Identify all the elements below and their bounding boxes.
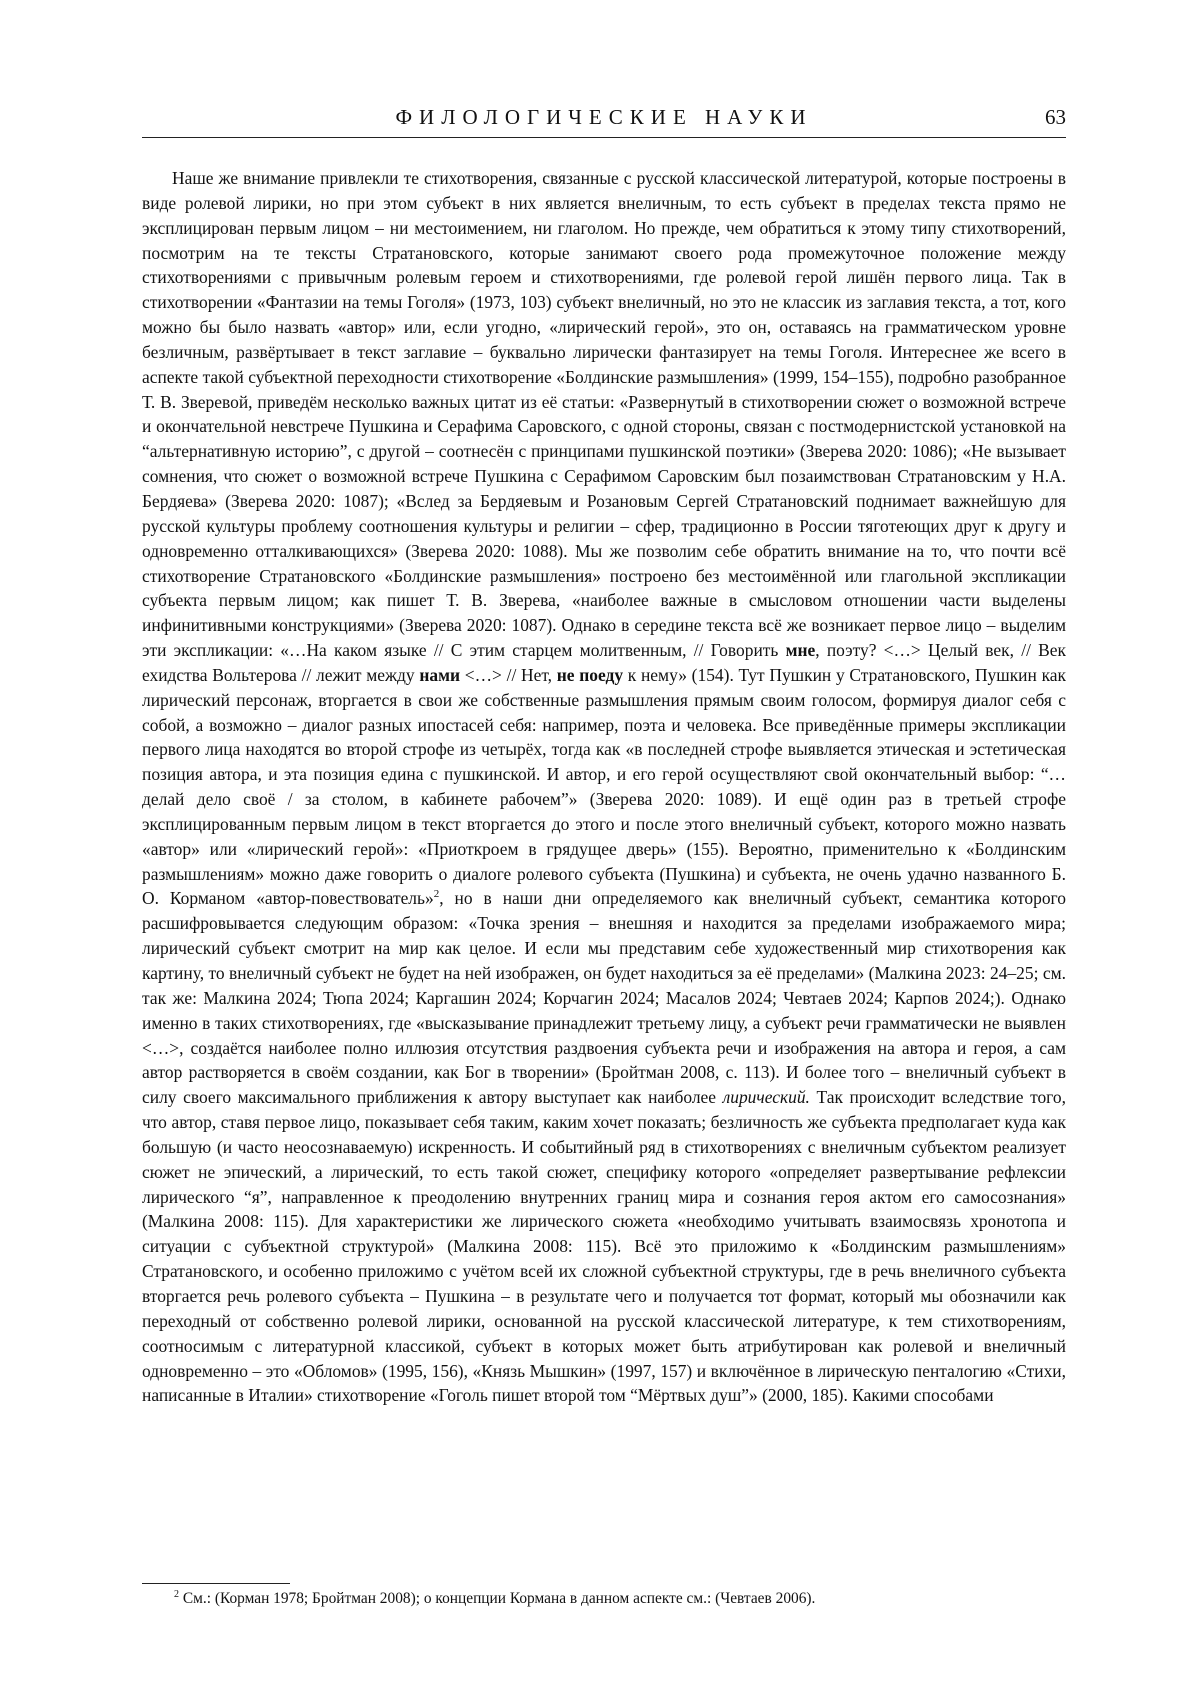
footnote xyxy=(174,1589,1066,1609)
body-paragraph xyxy=(142,166,1066,1408)
text-run: Наше же внимание привлекли те стихотворения, связанные с русской классической литературой, которые построены в виде ролевой лирики, но при этом субъект в них является внеличным, то есть субъект в пределах текста прямо не эксплицирован первым лицом – ни местоимением, ни глаголом. Но прежде, чем обратиться к этому типу стихотворений, посмотрим на те тексты Стратановского, которые занимают своего рода промежуточное положение между стихотворениями с привычным ролевым героем и стихотворениями, где ролевой герой лишён первого лица. Так в стихотворении «Фантазии на темы Гоголя» (1973, 103) субъект внеличный, но это не классик из заглавия текста, а тот, кого можно бы было назвать «автор» или, если угодно, «лирический герой», это он, оставаясь на грамматическом уровне безличным, развёртывает в текст заглавие – буквально лирически фантазирует на темы Гоголя. Интереснее же всего в аспекте такой субъектной переходности стихотворение «Болдинские размышления» (1999, 154–155), подробно разобранное Т. В. Зверевой, приведём несколько важных цитат из её статьи: «Развернутый в стихотворении сюжет о возможной встрече и окончательной невстрече Пушкина и Серафима Саровского, с одной стороны, связан с постмодернистской установкой на “альтернативную историю”, с другой – соотнесён с принципами пушкинской поэтики» (Зверева 2020: 1086); «Не вызывает сомнения, что сюжет о возможной встрече Пушкина с Серафимом Саровским был позаимствован Стратановским у Н.А. Бердяева» (Зверева 2020: 1087); «Вслед за Бердяевым и Розановым Сергей Стратановский поднимает важнейшую для русской культуры проблему соотношения культуры и религии – сфер, традиционно в России тяготеющих друг к другу и одновременно отталкивающихся» (Зверева 2020: 1088). Мы же позволим себе обратить внимание на то, что почти всё стихотворение Стратановского «Болдинские размышления» построено без местоимённой или глагольной экспликации субъекта первым лицом; как пишет Т. В. Зверева, «наиболее важные в смысловом отношении части выделены инфинитивными конструкциями» (Зверева 2020: 1087). Однако в середине текста всё же возникает первое лицо – выделим эти экспликации: «…На каком языке // С этим старцем молитвенным, // Говорить xyxy=(142,168,1066,661)
footnote-divider xyxy=(142,1583,290,1584)
article-body xyxy=(142,166,1066,1408)
text-run: <…> // Нет, xyxy=(460,664,557,685)
bold-emphasis: не поеду xyxy=(556,664,624,685)
text-run: , но в наши дни определяемого как внеличный субъект, семантика которого расшифровывается следующим образом: «Точка зрения – внешняя и находится за пределами изображаемого мира; лирический субъект смотрит на мир как целое. И если мы представим себе художественный мир стихотворения как картину, то внеличный субъект не будет на ней изображен, он будет находиться за её пределами» (Малкина 2023: 24–25; см. так же: Малкина 2024; Тюпа 2024; Каргашин 2024; Корчагин 2024; Масалов 2024; Чевтаев 2024; Карпов 2024;). Однако именно в таких стихотворениях, где «высказывание принадлежит третьему лицу, а субъект речи грамматически не выявлен <…>, создаётся наиболее полно иллюзия отсутствия раздвоения субъекта речи и изображения на автора и героя, а сам автор растворяется в своём создании, как Бог в творении» (Бройтман 2008, с. 113). И более того – внеличный субъект в силу своего максимального приближения к автору выступает как наиболее xyxy=(142,888,1066,1108)
page-number: 63 xyxy=(1045,105,1066,129)
text-run: к нему» (154). Тут Пушкин у Стратановского, Пушкин как лирический персонаж, вторгается в свои же собственные размышления прямым своим голосом, формируя диалог себя с собой, а возможно – диалог разных ипостасей себя: например, поэта и человека. Все приведённые примеры экспликации первого лица находятся во второй строфе из четырёх, тогда как «в последней строфе выявляется этическая и эстетическая позиция автора, и эта позиция едина с пушкинской. И автор, и его герой осуществляют свой окончательный выбор: “…делай дело своё / за столом, в кабинете рабочем”» (Зверева 2020: 1089). И ещё один раз в третьей строфе эксплицированным первым лицом в текст вторгается до этого и после этого внеличный субъект, которого можно назвать «автор» или «лирический герой»: «Приоткроем в грядущее дверь» (155). Вероятно, применительно к «Болдинским размышлениям» можно даже говорить о диалоге ролевого субъекта (Пушкина) и субъекта, не очень удачно названного Б. О. Корманом «автор-повествователь» xyxy=(142,664,1066,909)
bold-emphasis: мне xyxy=(785,640,816,661)
italic-emphasis: лирический. xyxy=(722,1087,810,1108)
running-header xyxy=(142,103,1066,138)
footnote-ref[interactable]: 2 xyxy=(433,888,440,901)
text-run: Так происходит вследствие того, что автор, ставя первое лицо, показывает себя таким, каким хочет показать; безличность же субъекта предполагает куда как большую (и часто неосознаваемую) искренность. И событийный ряд в стихотворениях с внеличным субъектом реализует сюжет не эпический, а лирический, то есть такой сюжет, специфику которого «определяет развертывание рефлексии лирического “я”, направленное к преодолению внутренних границ мира и сознания героя актом его самосознания» (Малкина 2008: 115). Для характеристики же лирического сюжета «необходимо учитывать взаимосвязь хронотопа и ситуации с субъектной структурой» (Малкина 2008: 115). Всё это приложимо к «Болдинским размышлениям» Стратановского, и особенно приложимо с учётом всей их сложной субъектной структуры, где в речь внеличного субъекта вторгается речь ролевого субъекта – Пушкина – в результате чего и получается тот формат, который мы обозначили как переходный от собственно ролевой лирики, основанной на русской классической литературе, к тем стихотворениям, соотносимым с литературной классикой, субъект в которых может быть атрибутирован как ролевой и внеличный одновременно – это «Обломов» (1995, 156), «Князь Мышкин» (1997, 157) и включённое в лирическую пенталогию «Стихи, написанные в Италии» стихотворение «Гоголь пишет второй том “Мёртвых душ”» (2000, 185). Какими способами xyxy=(142,1087,1066,1406)
text-run: , поэту? <…> Целый век, // Век ехидства Вольтерова // лежит между xyxy=(142,640,1066,685)
footnote-text: См.: (Корман 1978; Бройтман 2008); о концепции Кормана в данном аспекте см.: (Чевтаев 2006). xyxy=(179,1590,816,1607)
journal-section-title: ФИЛОЛОГИЧЕСКИЕ НАУКИ xyxy=(395,105,813,129)
footnote-marker: 2 xyxy=(174,1588,179,1600)
bold-emphasis: нами xyxy=(419,664,461,685)
